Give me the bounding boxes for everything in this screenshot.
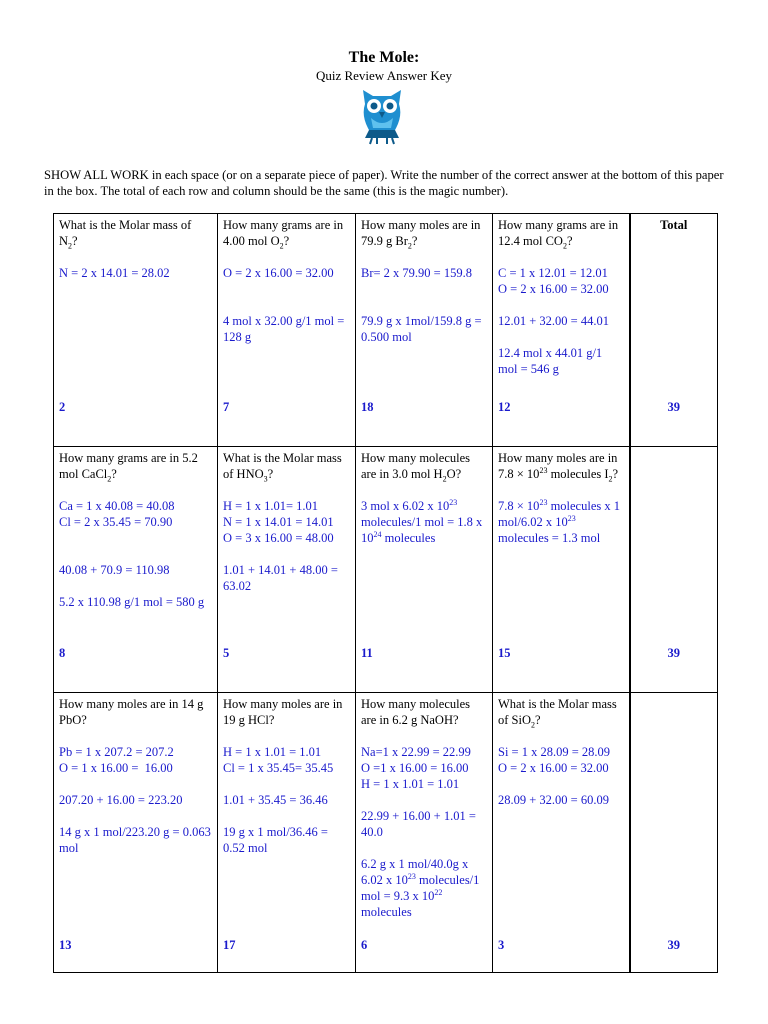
problem-cell <box>356 693 493 973</box>
work-text: H = 1 x 1.01 = 1.01 Cl = 1 x 35.45= 35.45 <box>223 745 334 775</box>
work-text: 1.01 + 35.45 = 36.46 <box>223 793 328 807</box>
work-text: O = 2 x 16.00 = 32.00 <box>223 266 334 280</box>
question-text: How many grams are in 4.00 mol $O_2$? <box>223 218 344 251</box>
problem-cell <box>356 447 493 693</box>
problem-cell <box>493 214 630 447</box>
work-text: 28.09 + 32.00 = 60.09 <box>498 793 609 807</box>
answer-number: 5 <box>223 646 230 660</box>
work-text: Br= 2 x 79.90 = 159.8 <box>361 266 472 280</box>
answer-number: 18 <box>361 400 374 414</box>
answer-number: 3 <box>498 938 505 952</box>
work-text: 79.9 g x 1mol/159.8 g = 0.500 mol <box>361 314 482 344</box>
problem-cell <box>218 447 356 693</box>
question-text: How many grams are in 12.4 mol $CO_2$? <box>498 218 619 251</box>
work-text: 5.2 x 110.98 g/1 mol = 580 g <box>59 595 205 609</box>
question-text: What is the Molar mass of $HNO_3$? <box>223 451 342 484</box>
work-text: 12.01 + 32.00 = 44.01 <box>498 314 609 328</box>
row-total-cell <box>630 214 718 447</box>
question-text: How many moles are in 14 g PbO? <box>59 697 204 727</box>
problem-cell <box>493 447 630 693</box>
row-total-value: 39 <box>667 400 680 414</box>
work-text: $7.8 \times 10^{23}$ molecules x 1 mol/6.02 x $10^{23}$ molecules = 1.3 mol <box>498 497 620 545</box>
answer-number: 7 <box>223 400 230 414</box>
page-header <box>0 48 768 84</box>
work-text: 1.01 + 14.01 + 48.00 = 63.02 <box>223 563 338 593</box>
work-text: H = 1 x 1.01= 1.01 N = 1 x 14.01 = 14.01 O = 3 x 16.00 = 48.00 <box>223 499 334 545</box>
answer-number: 6 <box>361 938 368 952</box>
page-title: The Mole: <box>348 49 420 66</box>
problem-cell <box>218 214 356 447</box>
total-header: Total <box>660 218 688 232</box>
question-text: How many grams are in 5.2 mol CaCl$_2$? <box>59 451 198 484</box>
work-text: C = 1 x 12.01 = 12.01 O = 2 x 16.00 = 32.00 <box>498 266 609 296</box>
owl-logo-icon <box>357 86 407 146</box>
answer-number: 17 <box>223 938 236 952</box>
question-text: How many molecules are in 3.0 mol $H_2O$? <box>361 451 471 484</box>
work-text: 4 mol x 32.00 g/1 mol = 128 g <box>223 314 345 344</box>
work-text: 3 mol x 6.02 x $10^{23}$ molecules/1 mol = 1.8 x $10^{24}$ molecules <box>361 497 483 545</box>
problem-cell <box>218 693 356 973</box>
problem-cell <box>356 214 493 447</box>
grid-row <box>54 693 718 973</box>
work-text: 12.4 mol x 44.01 g/1 mol = 546 g <box>498 346 603 376</box>
problem-cell <box>493 693 630 973</box>
grid-row <box>54 214 718 447</box>
question-text: How many molecules are in 6.2 g NaOH? <box>361 697 471 727</box>
answer-number: 2 <box>59 400 66 414</box>
problem-cell <box>54 214 218 447</box>
work-text: Si = 1 x 28.09 = 28.09 O = 2 x 16.00 = 32.00 <box>498 745 611 775</box>
grid-row <box>54 447 718 693</box>
work-text: 207.20 + 16.00 = 223.20 <box>59 793 183 807</box>
work-text: 6.2 g x 1 mol/40.0g x 6.02 x $10^{23}$ molecules/1 mol = 9.3 x $10^{22}$ molecules <box>361 857 480 919</box>
problem-cell <box>54 693 218 973</box>
problem-cell <box>54 447 218 693</box>
magic-square-table <box>53 213 718 973</box>
question-text: What is the Molar mass of SiO$_2$? <box>498 697 617 730</box>
work-text: Ca = 1 x 40.08 = 40.08 Cl = 2 x 35.45 = 70.90 <box>59 499 175 529</box>
work-text: Na=1 x 22.99 = 22.99 O =1 x 16.00 = 16.00 H = 1 x 1.01 = 1.01 <box>361 745 471 791</box>
question-text: How many moles are in 79.9 g $Br_2$? <box>361 218 481 251</box>
question-text: What is the Molar mass of $N_2$? <box>59 218 192 251</box>
row-total-value: 39 <box>667 646 680 660</box>
row-total-cell <box>630 693 718 973</box>
work-text: 22.99 + 16.00 + 1.01 = 40.0 <box>361 809 476 839</box>
answer-number: 8 <box>59 646 66 660</box>
row-total-value: 39 <box>667 938 680 952</box>
work-text: 40.08 + 70.9 = 110.98 <box>59 563 170 577</box>
work-text: 19 g x 1 mol/36.46 = 0.52 mol <box>223 825 328 855</box>
answer-number: 13 <box>59 938 72 952</box>
work-text: Pb = 1 x 207.2 = 207.2 O = 1 x 16.00 = 16.00 <box>59 745 174 775</box>
answer-number: 11 <box>361 646 373 660</box>
instructions-text: SHOW ALL WORK in each space (or on a separate piece of paper). Write the number of the correct answer at the bottom of this paper in the box. The total of each row and column should be the same (this is the magic number). <box>44 168 724 198</box>
question-text: How many moles are in 19 g HCl? <box>223 697 343 727</box>
row-total-cell <box>630 447 718 693</box>
answer-number: 15 <box>498 646 511 660</box>
page-subtitle: Quiz Review Answer Key <box>315 68 453 83</box>
question-text: How many moles are in $7.8 \times 10^{23}$ molecules $I_2$? <box>498 451 619 484</box>
work-text: 14 g x 1 mol/223.20 g = 0.063 mol <box>59 825 211 855</box>
work-text: N = 2 x 14.01 = 28.02 <box>59 266 170 280</box>
answer-number: 12 <box>498 400 511 414</box>
